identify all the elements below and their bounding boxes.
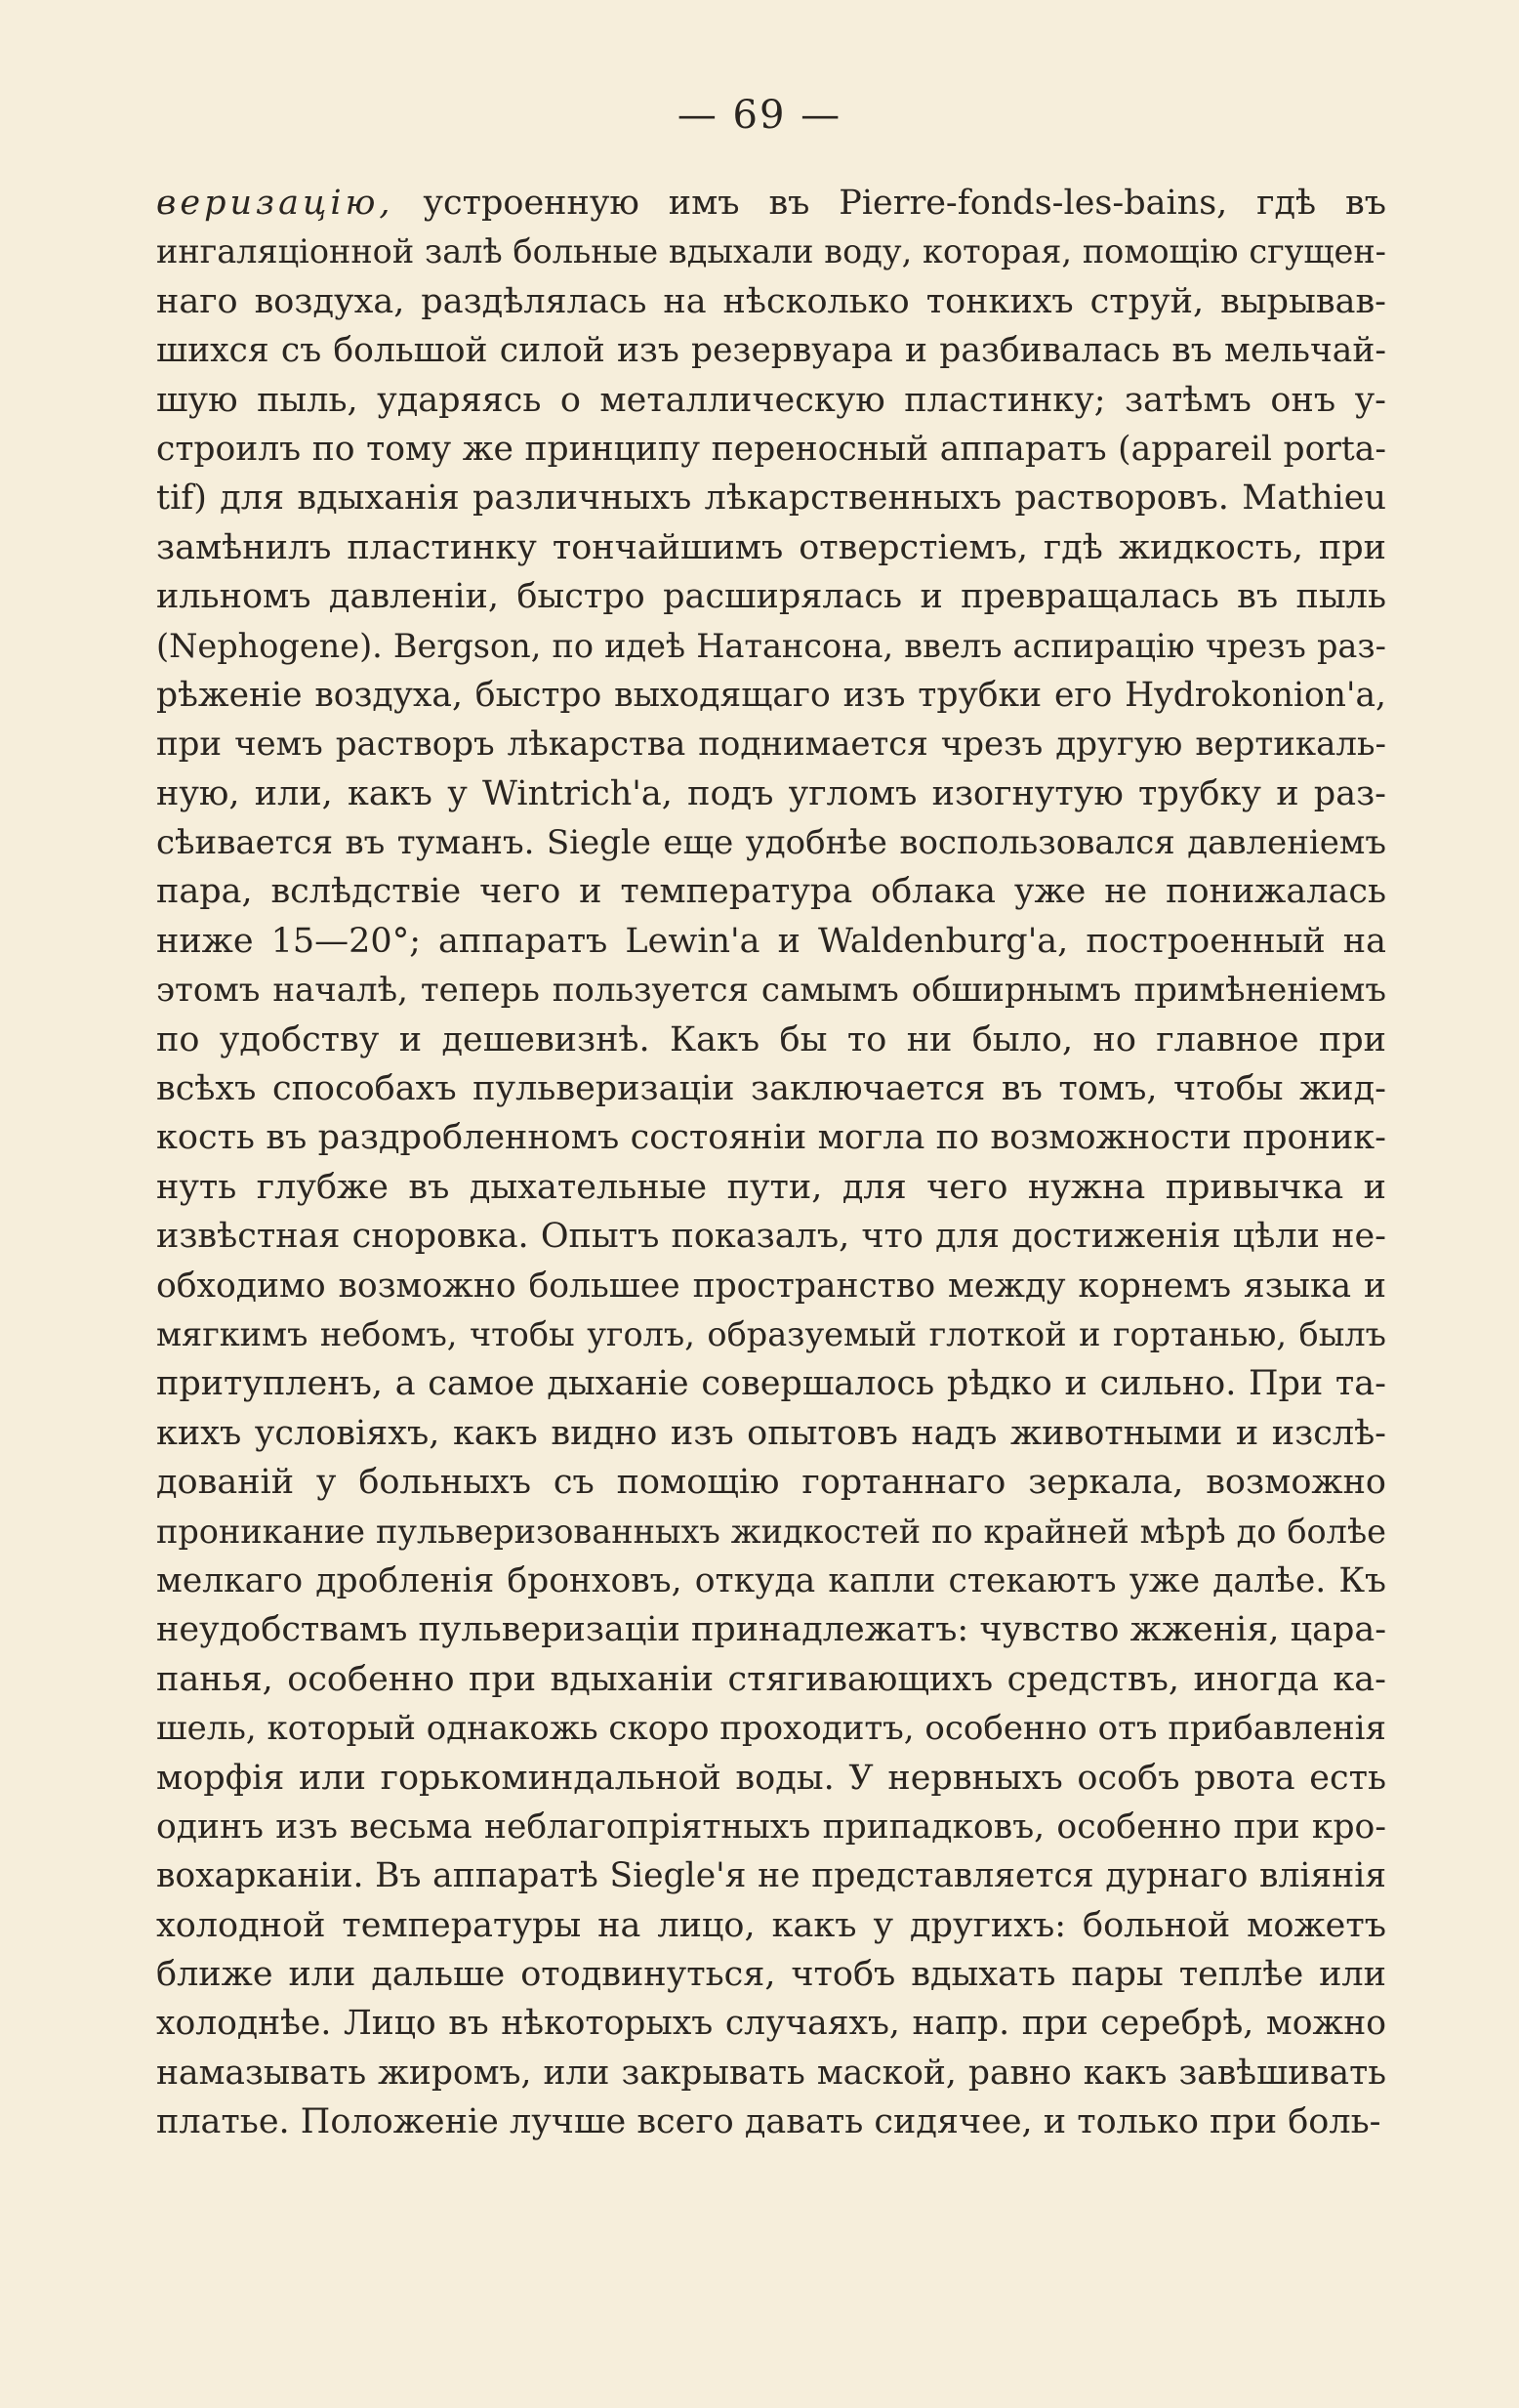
text-line: панья, особенно при вдыханiи стягивающихъ средствъ, иногда ка- — [156, 1659, 1386, 1699]
text-line: сѣивается въ туманъ. Siegle еще удобнѣе воспользовался давленiемъ — [156, 823, 1386, 863]
text-line: tif) для вдыханiя различныхъ лѣкарственныхъ растворовъ. Mathieu — [156, 478, 1386, 519]
text-line: пара, вслѣдствiе чего и температура облака уже не понижалась — [156, 872, 1386, 912]
text-line: ниже 15—20°; аппаратъ Lewin'а и Waldenburg'а, построенный на — [156, 921, 1386, 961]
text-line — [156, 179, 1386, 228]
text-line: ингаляцiонной залѣ больные вдыхали воду, которая, помощiю сгущен- — [156, 232, 1386, 271]
italic-word: верuзацiю, — [156, 184, 394, 223]
text-line: нуть глубже въ дыхательные пути, для чего нужна привычка и — [156, 1167, 1386, 1207]
text-line: рѣженiе воздуха, быстро выходящаго изъ трубки его Hydrokonion'а, — [156, 675, 1386, 715]
text-line: строилъ по тому же принципу переносный аппаратъ (appareil porta- — [156, 429, 1386, 469]
text-line: ближе или дальше отодвинуться, чтобъ вдыхать пары теплѣе или — [156, 1955, 1386, 1995]
page-number: — 69 — — [677, 93, 842, 138]
text-line: мелкаго дробленiя бронховъ, откуда капли стекаютъ уже далѣе. Къ — [156, 1560, 1386, 1600]
text-line: проникание пульверизованныхъ жидкостей по крайней мѣрѣ до болѣе — [156, 1512, 1386, 1551]
text-line: при чемъ растворъ лѣкарства поднимается чрезъ другую вертикаль- — [156, 725, 1386, 765]
text-line: дованiй у больныхъ съ помощiю гортаннаго зеркала, возможно — [156, 1463, 1386, 1503]
text-line: всѣхъ способахъ пульверизацiи заключается въ томъ, чтобы жид- — [156, 1069, 1386, 1109]
text-line: намазывать жиромъ, или закрывать маской, равно какъ завѣшивать — [156, 2053, 1386, 2093]
text-line: этомъ началѣ, теперь пользуется самымъ обширнымъ примѣненiемъ — [156, 971, 1386, 1011]
body-text — [156, 179, 1386, 2147]
text-line: шихся съ большой силой изъ резервуара и разбивалась въ мельчай- — [156, 331, 1386, 371]
text-line: извѣстная сноровка. Опытъ показалъ, что для достиженiя цѣли не- — [156, 1217, 1386, 1257]
text-line: морфiя или горькоминдальной воды. У нервныхъ особъ рвота есть — [156, 1758, 1386, 1798]
text-line: наго воздуха, раздѣлялась на нѣсколько тонкихъ струй, вырывав- — [156, 281, 1386, 321]
text-line: обходимо возможно большее пространство между корнемъ языка и — [156, 1266, 1386, 1306]
text-line: шую пыль, ударяясь о металлическую пластинку; затѣмъ онъ у- — [156, 380, 1386, 420]
text-line: холодной температуры на лицо, какъ у другихъ: больной можетъ — [156, 1905, 1386, 1945]
text-line: кихъ условiяхъ, какъ видно изъ опытовъ надъ животными и изслѣ- — [156, 1413, 1386, 1453]
text-line: шель, который однакожь скоро проходитъ, особенно отъ прибавленiя — [156, 1709, 1386, 1749]
text-line: кость въ раздробленномъ состоянiи могла по возможности проник- — [156, 1118, 1386, 1158]
text-line: замѣнилъ пластинку тончайшимъ отверстiемъ, гдѣ жидкость, при — [156, 527, 1386, 567]
text-line: мягкимъ небомъ, чтобы уголъ, образуемый глоткой и гортанью, былъ — [156, 1314, 1386, 1353]
text-line: ную, или, какъ у Wintrich'а, подъ угломъ изогнутую трубку и раз- — [156, 773, 1386, 813]
text-line: холоднѣе. Лицо въ нѣкоторыхъ случаяхъ, напр. при серебрѣ, можно — [156, 2004, 1386, 2044]
text-line: вохарканiи. Въ аппаратѣ Siegle'я не представляется дурнаго влiянiя — [156, 1856, 1386, 1896]
text-line-rest: устроенную имъ въ Pierre-fonds-les-bains, гдѣ въ — [423, 184, 1386, 223]
text-line: по удобству и дешевизнѣ. Какъ бы то ни было, но главное при — [156, 1019, 1386, 1059]
text-line: ильномъ давленiи, быстро расширялась и превращалась въ пыль — [156, 577, 1386, 617]
text-line: неудобствамъ пульверизацiи принадлежатъ: чувство жженiя, цара- — [156, 1610, 1386, 1650]
text-line: платье. Положенiе лучше всего давать сидячее, и только при боль- — [156, 2102, 1381, 2142]
text-line: одинъ изъ весьма неблагопрiятныхъ припадковъ, особенно при кро- — [156, 1806, 1386, 1847]
text-line: (Nephogene). Bergson, по идеѣ Натансона, ввелъ аспирацiю чрезъ раз- — [156, 626, 1386, 665]
text-line: притупленъ, а самое дыханiе совершалось рѣдко и сильно. При та- — [156, 1364, 1386, 1404]
